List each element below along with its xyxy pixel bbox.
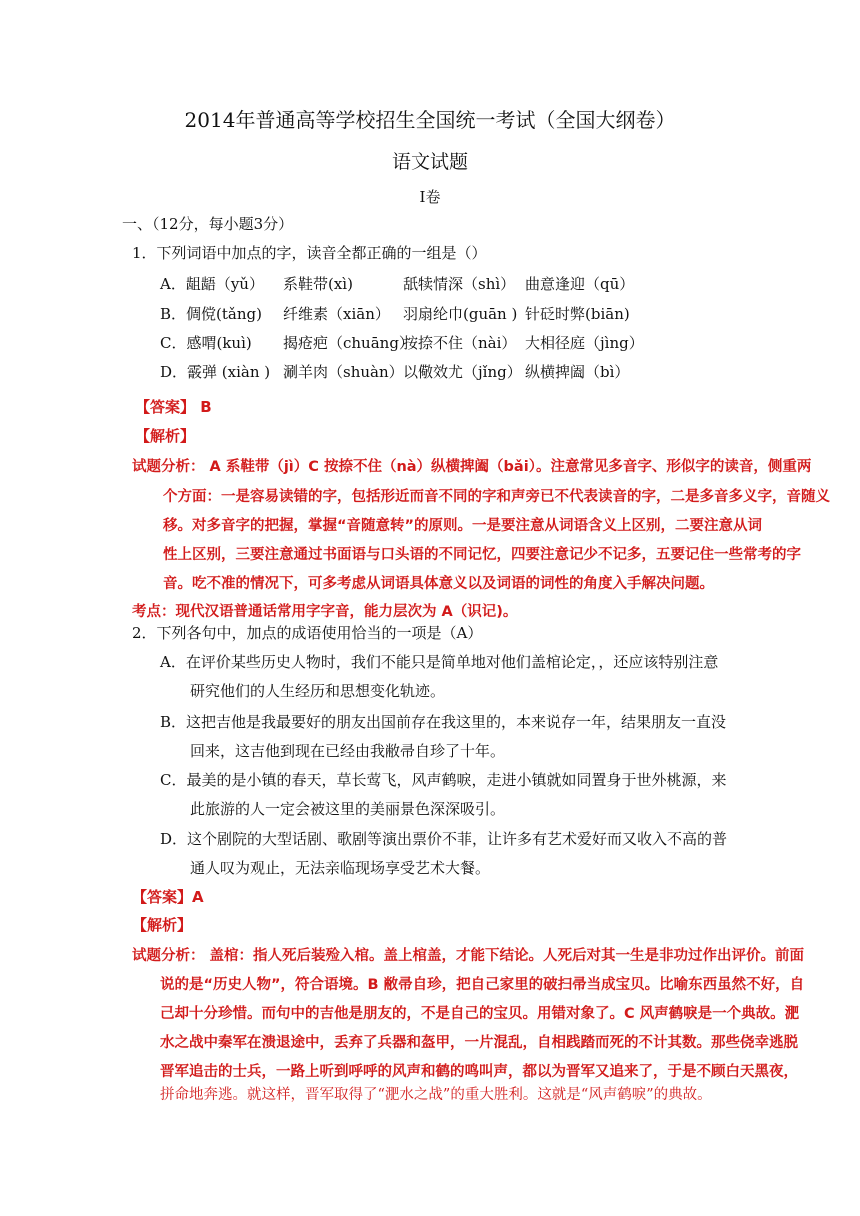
q2-answer: 【答案】A (132, 888, 204, 906)
q1-option-c-col3: 按捺不住（nài） (403, 334, 517, 352)
q1-analysis-line: 性上区别，三要注意通过书面语与口头语的不同记忆，四要注意记少不记多，五要记住一些常考的字 (163, 547, 801, 563)
q2-stem: 2．下列各句中，加点的成语使用恰当的一项是（A） (132, 624, 483, 642)
section-heading: 一、（12分，每小题3分） (122, 215, 294, 233)
q2-analysis-line: 己却十分珍惜。而句中的吉他是朋友的，不是自己的宝贝。用错对象了。C 风声鹤唳是一个典故。淝 (160, 1006, 800, 1022)
q1-option-d-col1: D．霰弹 (xiàn ) (160, 363, 271, 381)
q1-analysis-tag: 【解析】 (135, 427, 196, 445)
q2-option-c-line2: 此旅游的人一定会被这里的美丽景色深深吸引。 (190, 800, 506, 818)
q2-option-a-line2: 研究他们的人生经历和思想变化轨迹。 (190, 682, 446, 700)
q1-option-d-col2: 涮羊肉（shuàn） (283, 363, 404, 381)
q2-analysis-line: 拼命地奔逃。就这样，晋军取得了“淝水之战”的重大胜利。这就是“风声鹤唳”的典故。 (160, 1087, 712, 1103)
page-subtitle: 语文试题 (391, 151, 468, 173)
q1-option-c-col2: 揭疮疤（chuāng） (283, 334, 414, 352)
q2-option-d-line1: D．这个剧院的大型话剧、歌剧等演出票价不菲，让许多有艺术爱好而又收入不高的普 (160, 830, 728, 848)
q1-option-a-col4: 曲意逢迎（qū） (525, 275, 635, 293)
q1-analysis-line: 移。对多音字的把握，掌握“音随意转”的原则。一是要注意从词语含义上区别，二要注意从词 (163, 518, 763, 534)
q1-option-a-col2: 系鞋带(xì) (283, 275, 353, 293)
q1-analysis-line: 个方面：一是容易读错的字，包括形近而音不同的字和声旁已不代表读音的字，二是多音多义字，音随义 (163, 489, 830, 505)
q1-kaodian: 考点：现代汉语普通话常用字字音，能力层次为 A（识记)。 (132, 604, 518, 620)
q2-option-c-line1: C．最美的是小镇的春天，草长莺飞，风声鹤唳，走进小镇就如同置身于世外桃源，来 (160, 771, 727, 789)
q2-option-a-line1: A．在评价某些历史人物时，我们不能只是简单地对他们盖棺论定，，还应该特别注意 (160, 653, 719, 671)
q1-option-a-col3: 舐犊情深（shì） (403, 275, 516, 293)
q1-option-c-col1: C．感喟(kuì) (160, 334, 252, 352)
q1-analysis-line: 试题分析： A 系鞋带（jì）C 按捺不住（nà）纵横捭阖（bǎi）。注意常见多音字、形似字的读音，侧重两 (132, 459, 812, 475)
q2-analysis-line: 水之战中秦军在溃退途中，丢弃了兵器和盔甲，一片混乱，自相践踏而死的不计其数。那些侥幸逃脱 (160, 1035, 798, 1051)
q1-option-d-col3: 以儆效尤（jǐng） (403, 363, 522, 381)
q2-option-b-line2: 回来，这吉他到现在已经由我敝帚自珍了十年。 (190, 742, 506, 760)
q2-analysis-line: 晋军追击的士兵，一路上听到呼呼的风声和鹤的鸣叫声，都以为晋军又追来了，于是不顾白天黑夜， (160, 1064, 798, 1080)
q1-analysis-line: 音。吃不准的情况下，可多考虑从词语具体意义以及词语的词性的角度入手解决问题。 (163, 576, 714, 592)
q2-analysis-tag: 【解析】 (132, 916, 193, 934)
page-title: 2014年普通高等学校招生全国统一考试（全国大纲卷） (184, 108, 676, 132)
q1-option-a-col1: A．龃龉（yǔ） (160, 275, 264, 293)
q1-stem: 1．下列词语中加点的字，读音全都正确的一组是（） (132, 244, 487, 262)
q1-option-b-col2: 纤维素（xiān） (283, 305, 390, 323)
volume-label: I卷 (419, 188, 441, 206)
q2-option-d-line2: 通人叹为观止，无法亲临现场享受艺术大餐。 (190, 859, 491, 877)
q1-answer: 【答案】 B (135, 398, 212, 416)
q2-analysis-line: 试题分析： 盖棺：指人死后装殓入棺。盖上棺盖，才能下结论。人死后对其一生是非功过作出评价。前面 (132, 948, 805, 964)
q2-analysis-line: 说的是“历史人物”，符合语境。B 敝帚自珍，把自己家里的破扫帚当成宝贝。比喻东西虽然不好，自 (160, 977, 805, 993)
q1-option-c-col4: 大相径庭（jìng） (525, 334, 644, 352)
q1-option-b-col1: B．倜傥(tǎng) (160, 305, 262, 323)
q1-option-d-col4: 纵横捭阖（bì） (525, 363, 630, 381)
q1-option-b-col4: 针砭时弊(biān) (525, 305, 630, 323)
q1-option-b-col3: 羽扇纶巾(guān ) (403, 305, 518, 323)
q2-option-b-line1: B．这把吉他是我最要好的朋友出国前存在我这里的，本来说存一年，结果朋友一直没 (160, 713, 727, 731)
